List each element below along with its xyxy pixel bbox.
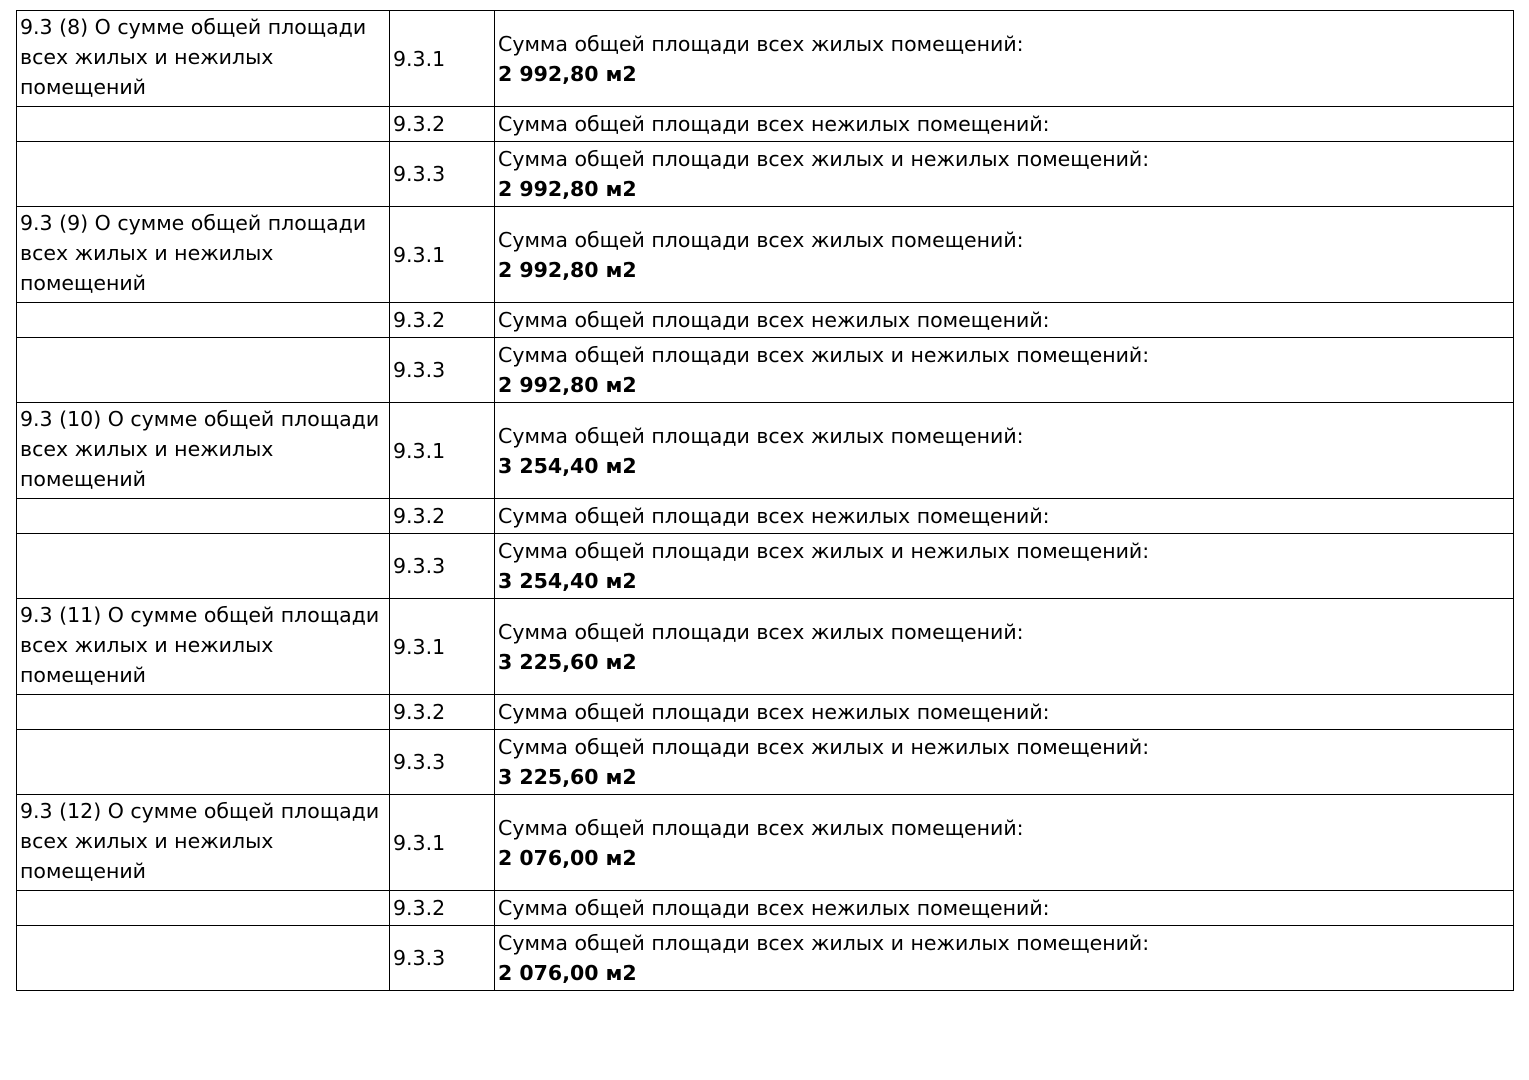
table-row (17, 695, 1514, 730)
area-value: 2 992,80 м2 (498, 373, 637, 397)
item-label: Сумма общей площади всех нежилых помещений: (498, 896, 1050, 920)
area-value: 2 992,80 м2 (498, 177, 637, 201)
item-code: 9.3.2 (393, 112, 446, 136)
item-code-cell (390, 403, 495, 499)
item-code-cell (390, 695, 495, 730)
section-title-cell (17, 891, 390, 926)
section-title: 9.3 (12) О сумме общей площади всех жилых и нежилых помещений (20, 799, 380, 883)
item-description-cell (495, 499, 1514, 534)
section-title-cell (17, 926, 390, 991)
item-label: Сумма общей площади всех нежилых помещений: (498, 700, 1050, 724)
item-code: 9.3.3 (393, 946, 446, 970)
table-row (17, 926, 1514, 991)
table-row (17, 534, 1514, 599)
item-label: Сумма общей площади всех жилых и нежилых помещений: (498, 931, 1150, 955)
area-value: 3 225,60 м2 (498, 765, 637, 789)
item-description-cell (495, 303, 1514, 338)
section-title-cell (17, 338, 390, 403)
section-title-cell (17, 142, 390, 207)
section-title-cell (17, 695, 390, 730)
item-label: Сумма общей площади всех жилых и нежилых помещений: (498, 147, 1150, 171)
table-row (17, 730, 1514, 795)
area-value: 3 225,60 м2 (498, 649, 637, 674)
item-label: Сумма общей площади всех нежилых помещений: (498, 112, 1050, 136)
section-title-cell (17, 207, 390, 303)
item-label: Сумма общей площади всех жилых и нежилых помещений: (498, 735, 1150, 759)
item-description-cell (495, 534, 1514, 599)
table-row (17, 11, 1514, 107)
section-title-cell (17, 534, 390, 599)
table-body (17, 11, 1514, 991)
item-label: Сумма общей площади всех жилых помещений: (498, 227, 1024, 252)
section-title-cell (17, 303, 390, 338)
table-row (17, 795, 1514, 891)
item-code-cell (390, 142, 495, 207)
item-label: Сумма общей площади всех жилых и нежилых помещений: (498, 343, 1150, 367)
item-code-cell (390, 11, 495, 107)
table-row (17, 303, 1514, 338)
item-description-cell (495, 11, 1514, 107)
section-title-cell (17, 795, 390, 891)
section-title: 9.3 (10) О сумме общей площади всех жилых и нежилых помещений (20, 407, 380, 491)
item-code-cell (390, 730, 495, 795)
item-description-cell (495, 891, 1514, 926)
item-description-cell (495, 730, 1514, 795)
area-value: 3 254,40 м2 (498, 569, 637, 593)
item-code: 9.3.3 (393, 750, 446, 774)
item-code-cell (390, 534, 495, 599)
item-description-cell (495, 926, 1514, 991)
item-code: 9.3.2 (393, 896, 446, 920)
area-value: 2 076,00 м2 (498, 845, 637, 870)
item-code: 9.3.1 (393, 242, 446, 267)
item-code: 9.3.1 (393, 46, 446, 71)
item-code: 9.3.2 (393, 504, 446, 528)
item-description-cell (495, 107, 1514, 142)
item-code-cell (390, 891, 495, 926)
item-label: Сумма общей площади всех жилых помещений: (498, 423, 1024, 448)
table-row (17, 599, 1514, 695)
area-value: 2 992,80 м2 (498, 257, 637, 282)
table-row (17, 891, 1514, 926)
section-title-cell (17, 107, 390, 142)
item-code-cell (390, 338, 495, 403)
table-row (17, 338, 1514, 403)
item-code-cell (390, 499, 495, 534)
item-description-cell (495, 695, 1514, 730)
item-description-cell (495, 142, 1514, 207)
item-label: Сумма общей площади всех нежилых помещений: (498, 504, 1050, 528)
item-label: Сумма общей площади всех жилых помещений: (498, 31, 1024, 56)
item-code-cell (390, 207, 495, 303)
section-title: 9.3 (8) О сумме общей площади всех жилых и нежилых помещений (20, 15, 367, 99)
item-code-cell (390, 795, 495, 891)
section-title-cell (17, 403, 390, 499)
area-value: 2 076,00 м2 (498, 961, 637, 985)
item-code: 9.3.1 (393, 438, 446, 463)
item-code-cell (390, 303, 495, 338)
item-code: 9.3.2 (393, 700, 446, 724)
item-code-cell (390, 599, 495, 695)
section-title: 9.3 (11) О сумме общей площади всех жилых и нежилых помещений (20, 603, 380, 687)
item-code: 9.3.1 (393, 830, 446, 855)
item-code: 9.3.2 (393, 308, 446, 332)
item-code: 9.3.1 (393, 634, 446, 659)
item-label: Сумма общей площади всех жилых помещений: (498, 815, 1024, 840)
item-code-cell (390, 926, 495, 991)
item-description-cell (495, 795, 1514, 891)
table-row (17, 142, 1514, 207)
item-label: Сумма общей площади всех жилых и нежилых помещений: (498, 539, 1150, 563)
item-description-cell (495, 403, 1514, 499)
item-description-cell (495, 207, 1514, 303)
area-value: 2 992,80 м2 (498, 61, 637, 86)
area-summary-table (16, 10, 1514, 991)
item-code-cell (390, 107, 495, 142)
table-row (17, 107, 1514, 142)
item-code: 9.3.3 (393, 162, 446, 186)
item-label: Сумма общей площади всех жилых помещений: (498, 619, 1024, 644)
section-title-cell (17, 730, 390, 795)
section-title-cell (17, 11, 390, 107)
item-description-cell (495, 599, 1514, 695)
area-value: 3 254,40 м2 (498, 453, 637, 478)
section-title: 9.3 (9) О сумме общей площади всех жилых и нежилых помещений (20, 211, 367, 295)
item-code: 9.3.3 (393, 554, 446, 578)
table-row (17, 403, 1514, 499)
item-label: Сумма общей площади всех нежилых помещений: (498, 308, 1050, 332)
table-row (17, 499, 1514, 534)
table-row (17, 207, 1514, 303)
section-title-cell (17, 599, 390, 695)
item-code: 9.3.3 (393, 358, 446, 382)
item-description-cell (495, 338, 1514, 403)
section-title-cell (17, 499, 390, 534)
